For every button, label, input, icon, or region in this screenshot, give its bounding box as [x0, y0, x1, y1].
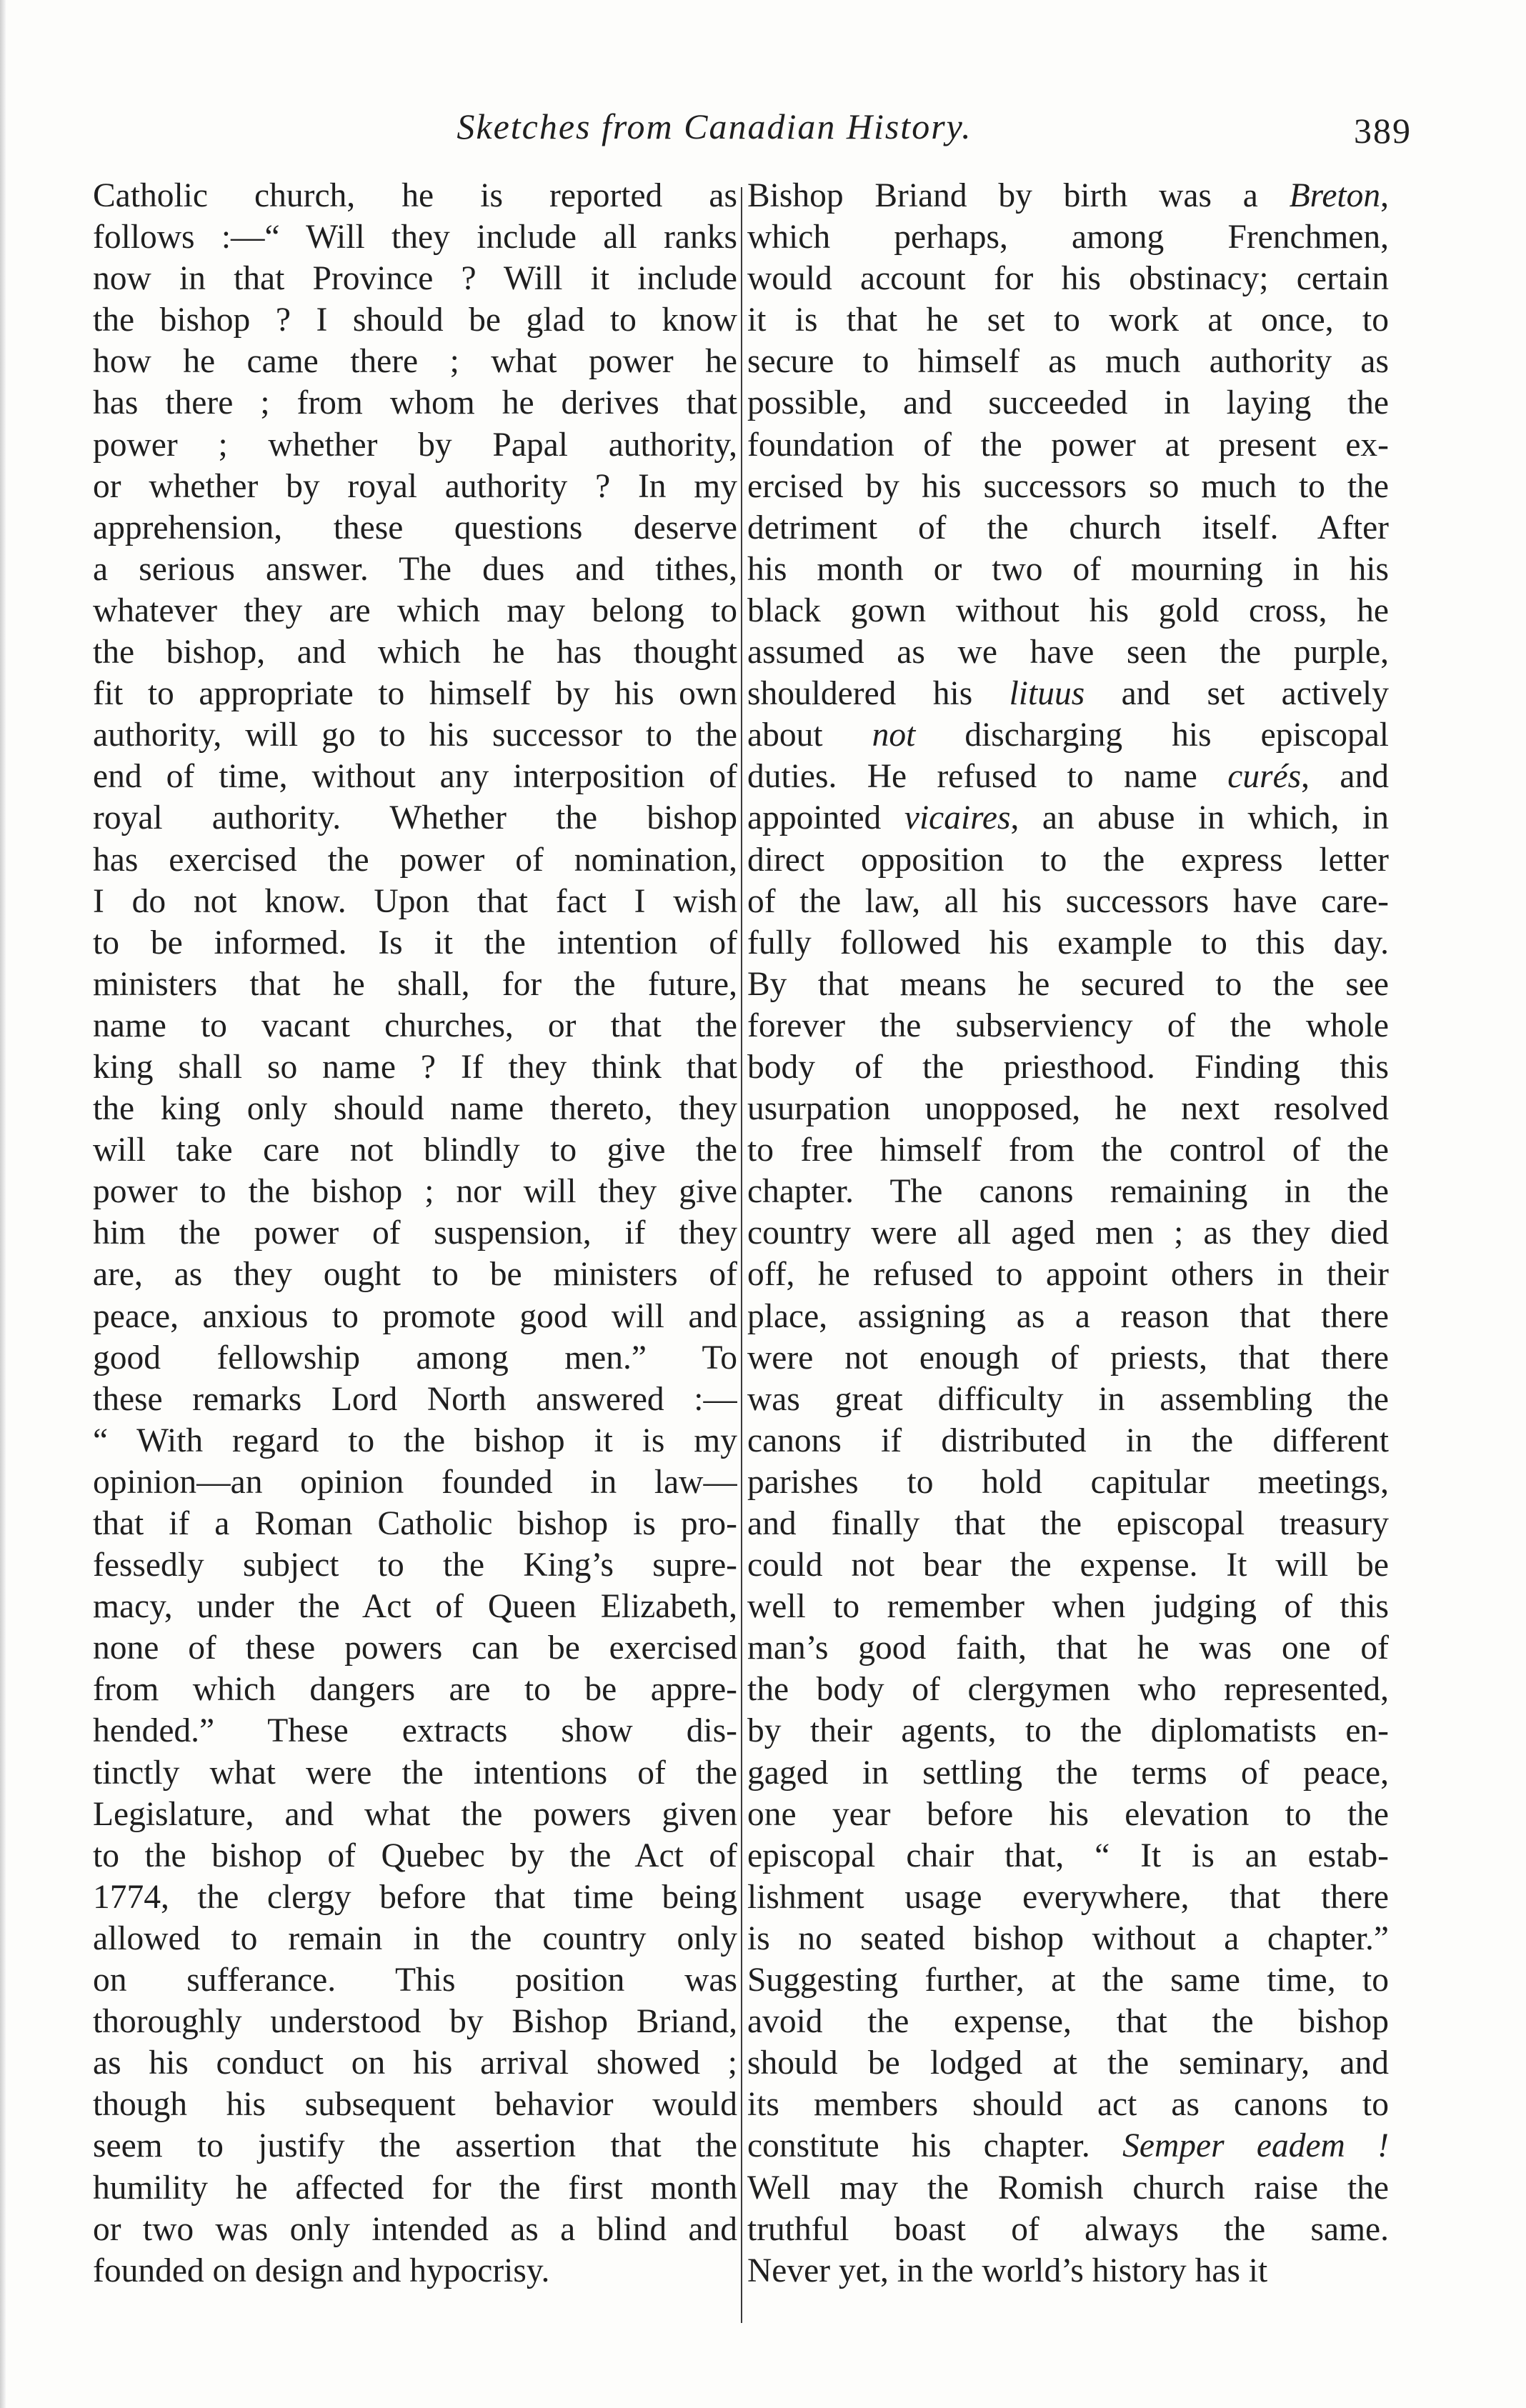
text-line: was great difficulty in assembling the	[747, 1380, 1389, 1418]
text-line: ministers that he shall, for the future,	[93, 965, 737, 1003]
text-line: it is that he set to work at once, to	[747, 301, 1389, 339]
text-line: Catholic church, he is reported as	[93, 177, 737, 214]
text-line: on sufferance. This position was	[93, 1962, 737, 1999]
text-line: parishes to hold capitular meetings,	[747, 1463, 1389, 1501]
text-line: one year before his elevation to the	[747, 1795, 1389, 1833]
text-line: seem to justify the assertion that the	[93, 2127, 737, 2165]
column-divider-rule	[741, 187, 742, 2323]
text-line: to free himself from the control of the	[747, 1131, 1389, 1169]
text-line: were not enough of priests, that there	[747, 1339, 1389, 1377]
text-line: fit to appropriate to himself by his own	[93, 675, 737, 713]
text-line: appointed vicaires, an abuse in which, in	[747, 799, 1389, 837]
text-line: founded on design and hypocrisy.	[93, 2252, 550, 2289]
text-line: will take care not blindly to give the	[93, 1131, 737, 1169]
text-line: could not bear the expense. It will be	[747, 1547, 1389, 1584]
text-line: end of time, without any interposition of	[93, 758, 737, 796]
text-line: by their agents, to the diplomatists en-	[747, 1712, 1389, 1750]
text-line: that if a Roman Catholic bishop is pro-	[93, 1505, 737, 1542]
text-line: though his subsequent behavior would	[93, 2086, 737, 2124]
text-line: I do not know. Upon that fact I wish	[93, 882, 737, 920]
text-line: name to vacant churches, or that the	[93, 1006, 737, 1044]
text-line: fully followed his example to this day.	[747, 924, 1389, 961]
text-line: lishment usage everywhere, that there	[747, 1878, 1389, 1916]
text-line: none of these powers can be exercised	[93, 1629, 737, 1667]
text-line: royal authority. Whether the bishop	[93, 799, 737, 837]
text-line: the body of clergymen who represented,	[747, 1671, 1389, 1709]
text-line: 1774, the clergy before that time being	[93, 1878, 737, 1916]
text-line: are, as they ought to be ministers of	[93, 1256, 737, 1294]
text-line: Bishop Briand by birth was a Breton,	[747, 177, 1389, 214]
text-line: its members should act as canons to	[747, 2086, 1389, 2124]
text-line: Legislature, and what the powers given	[93, 1795, 737, 1833]
text-line: allowed to remain in the country only	[93, 1919, 737, 1957]
text-line: the king only should name thereto, they	[93, 1090, 737, 1128]
running-title: Sketches from Canadian History.	[457, 106, 972, 146]
text-line: authority, will go to his successor to the	[93, 716, 737, 754]
text-line: direct opposition to the express letter	[747, 841, 1389, 879]
text-line: canons if distributed in the different	[747, 1422, 1389, 1459]
text-line: a serious answer. The dues and tithes,	[93, 550, 737, 588]
text-line: should be lodged at the seminary, and	[747, 2044, 1389, 2082]
text-line: to the bishop of Quebec by the Act of	[93, 1837, 737, 1874]
text-line: him the power of suspension, if they	[93, 1214, 737, 1252]
text-line: black gown without his gold cross, he	[747, 591, 1389, 629]
left-text-column	[93, 175, 737, 2292]
text-line: Well may the Romish church raise the	[747, 2169, 1389, 2207]
right-text-column	[747, 175, 1389, 2292]
text-line: of the law, all his successors have care-	[747, 882, 1389, 920]
text-line: By that means he secured to the see	[747, 965, 1389, 1003]
text-line: or whether by royal authority ? In my	[93, 467, 737, 505]
text-line: is no seated bishop without a chapter.”	[747, 1919, 1389, 1957]
text-line: “ With regard to the bishop it is my	[93, 1422, 737, 1459]
text-line: the bishop, and which he has thought	[93, 634, 737, 671]
text-line: avoid the expense, that the bishop	[747, 2003, 1389, 2041]
text-line: detriment of the church itself. After	[747, 509, 1389, 546]
text-line: Never yet, in the world’s history has it	[747, 2252, 1268, 2289]
text-line: to be informed. Is it the intention of	[93, 924, 737, 961]
text-line: episcopal chair that, “ It is an estab-	[747, 1837, 1389, 1874]
text-line: thoroughly understood by Bishop Briand,	[93, 2003, 737, 2041]
text-line: as his conduct on his arrival showed ;	[93, 2044, 737, 2082]
text-line: assumed as we have seen the purple,	[747, 634, 1389, 671]
running-head	[0, 106, 1526, 156]
text-line: macy, under the Act of Queen Elizabeth,	[93, 1588, 737, 1626]
text-line: and finally that the episcopal treasury	[747, 1505, 1389, 1542]
text-line: off, he refused to appoint others in their	[747, 1256, 1389, 1294]
text-line: foundation of the power at present ex-	[747, 426, 1389, 464]
text-line: which perhaps, among Frenchmen,	[747, 219, 1389, 256]
text-line: hended.” These extracts show dis-	[93, 1712, 737, 1750]
text-line: how he came there ; what power he	[93, 343, 737, 381]
text-line: man’s good faith, that he was one of	[747, 1629, 1389, 1667]
text-line: good fellowship among men.” To	[93, 1339, 737, 1377]
text-line: shouldered his lituus and set actively	[747, 675, 1389, 713]
text-line: follows :—“ Will they include all ranks	[93, 219, 737, 256]
text-line: has exercised the power of nomination,	[93, 841, 737, 879]
text-line: secure to himself as much authority as	[747, 343, 1389, 381]
text-line: fessedly subject to the King’s supre-	[93, 1547, 737, 1584]
text-line: country were all aged men ; as they died	[747, 1214, 1389, 1252]
text-line: has there ; from whom he derives that	[93, 384, 737, 422]
text-line: chapter. The canons remaining in the	[747, 1173, 1389, 1211]
text-line: power to the bishop ; nor will they give	[93, 1173, 737, 1211]
text-line: opinion—an opinion founded in law—	[93, 1463, 737, 1501]
text-line: constitute his chapter. Semper eadem !	[747, 2127, 1389, 2165]
page-number: 389	[1354, 111, 1412, 151]
text-line: his month or two of mourning in his	[747, 550, 1389, 588]
text-line: possible, and succeeded in laying the	[747, 384, 1389, 422]
text-line: power ; whether by Papal authority,	[93, 426, 737, 464]
text-line: whatever they are which may belong to	[93, 591, 737, 629]
text-line: place, assigning as a reason that there	[747, 1297, 1389, 1335]
text-line: truthful boast of always the same.	[747, 2210, 1389, 2248]
text-line: well to remember when judging of this	[747, 1588, 1389, 1626]
text-line: gaged in settling the terms of peace,	[747, 1754, 1389, 1792]
text-line: about not discharging his episcopal	[747, 716, 1389, 754]
text-line: forever the subserviency of the whole	[747, 1006, 1389, 1044]
text-line: the bishop ? I should be glad to know	[93, 301, 737, 339]
text-line: body of the priesthood. Finding this	[747, 1048, 1389, 1086]
text-line: these remarks Lord North answered :—	[93, 1380, 737, 1418]
text-line: duties. He refused to name curés, and	[747, 758, 1389, 796]
text-line: now in that Province ? Will it include	[93, 260, 737, 298]
text-line: usurpation unopposed, he next resolved	[747, 1090, 1389, 1128]
text-line: king shall so name ? If they think that	[93, 1048, 737, 1086]
text-line: tinctly what were the intentions of the	[93, 1754, 737, 1792]
text-line: from which dangers are to be appre-	[93, 1671, 737, 1709]
text-line: apprehension, these questions deserve	[93, 509, 737, 546]
text-line: would account for his obstinacy; certain	[747, 260, 1389, 298]
text-line: or two was only intended as a blind and	[93, 2210, 737, 2248]
text-line: ercised by his successors so much to the	[747, 467, 1389, 505]
text-line: peace, anxious to promote good will and	[93, 1297, 737, 1335]
text-line: Suggesting further, at the same time, to	[747, 1962, 1389, 1999]
text-line: humility he affected for the first month	[93, 2169, 737, 2207]
page-edge-shadow	[0, 0, 6, 2408]
